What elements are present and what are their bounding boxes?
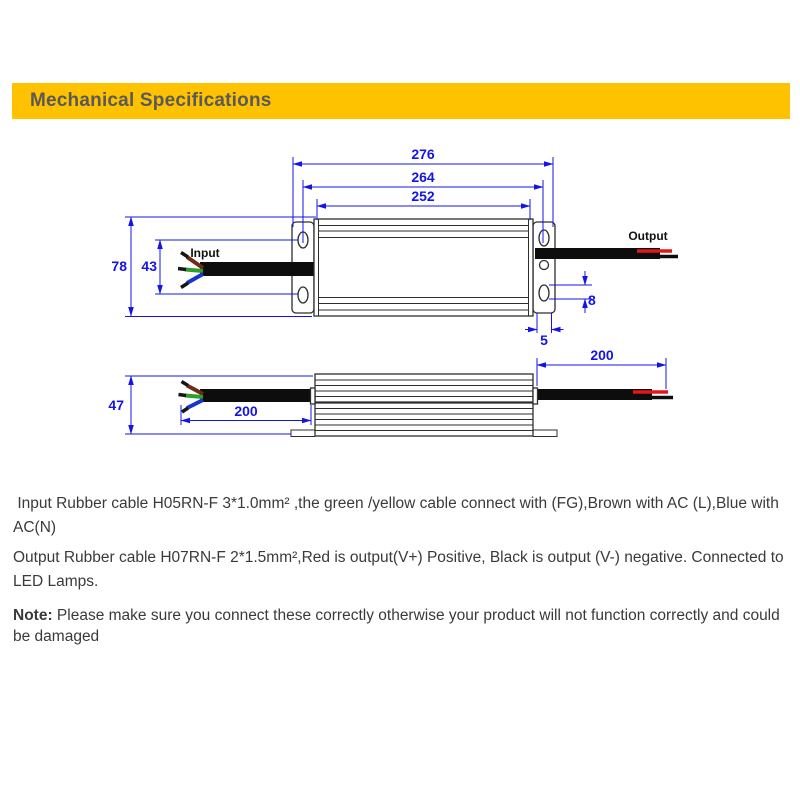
dim-overall-height: 78 — [111, 258, 127, 274]
warning-note — [13, 606, 789, 648]
left-foot — [291, 430, 315, 437]
dim-output-cable-length: 200 — [590, 347, 614, 363]
dim-side-height: 47 — [108, 397, 124, 413]
dim-input-cable-length: 200 — [234, 403, 258, 419]
note-label: Note: — [13, 607, 53, 625]
top-view — [178, 219, 678, 316]
output-cable — [535, 248, 678, 259]
note-body: Please make sure you connect these correctly otherwise your product will not function correctly and could be damaged — [13, 607, 785, 645]
driver-body-top-view — [314, 219, 533, 316]
side-output-cable — [538, 389, 673, 400]
dim-body-width: 252 — [411, 188, 435, 204]
left-cable-gland — [311, 388, 316, 404]
wiring-notes — [13, 492, 789, 654]
input-label: Input — [190, 246, 220, 260]
right-cable-gland — [533, 388, 538, 404]
dim-hole-offset: 5 — [540, 332, 548, 348]
section-title: Mechanical Specifications — [30, 90, 272, 111]
dim-hole-height-span: 43 — [141, 258, 157, 274]
dim-hole-length: 8 — [588, 292, 596, 308]
right-foot — [533, 430, 557, 437]
input-cable-note: Input Rubber cable H05RN-F 3*1.0mm² ,the green /yellow cable connect with (FG),Brown with AC (L),Blue with AC(N) — [13, 495, 783, 537]
output-cable-note: Output Rubber cable H07RN-F 2*1.5mm²,Red is output(V+) Positive, Black is output (V-) negative. Connected to LED Lamps. — [13, 549, 788, 591]
output-label: Output — [628, 229, 668, 243]
driver-body-side-view — [315, 374, 533, 436]
dim-hole-span: 264 — [411, 169, 435, 185]
dim-overall-width: 276 — [411, 146, 435, 162]
